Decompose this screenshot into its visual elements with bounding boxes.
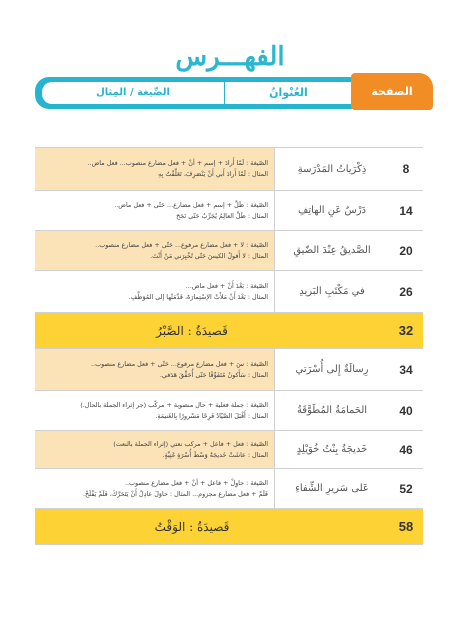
row-example-text: المثال : ظَلَّ العالِمُ يُجَرِّبُ حَتّى نَجَحَ: [176, 211, 268, 220]
row-example-text: فَلَمْ + فعل مضارع مجزوم... المثال : حاوَلَ عادِلٌ أَنْ يَتَحَرَّكَ، فَلَمْ يَفْلَحْ.: [83, 489, 268, 498]
row-lesson-title: قَصيدَةُ : الصَّبْرُ: [156, 323, 228, 338]
row-example-text: المثال : أَقْبَلَ الصَّيّادُ فَرِحًا مَسْرورًا بِالغَنيمَةِ.: [155, 411, 268, 420]
row-lesson-title: في مَكْتَبِ البَريدِ: [299, 286, 365, 297]
poem-row[interactable]: [35, 509, 423, 545]
row-example-text: المثال : لا أَقولُ الكيسَ حَتّى تُخْبِرَني مَنْ أَنْتَ.: [150, 251, 268, 260]
table-row[interactable]: [35, 271, 423, 313]
row-page-number: 34: [399, 362, 413, 377]
row-form-cell: [35, 391, 275, 430]
table-row[interactable]: [35, 469, 423, 509]
row-form-text: الصّيغة : لا + فعل مضارع مرفوع... حَتّى + فعل مضارع منصوب..: [95, 240, 268, 249]
row-form-cell: [35, 431, 275, 468]
row-form-text: الصّيغة : حاوِلْ + فاعل + أنْ + فعل مضارع منصوب..: [124, 478, 268, 487]
row-page-number: 52: [399, 481, 413, 496]
row-lesson-title: دَرْسٌ عَنِ الهاتِفِ: [297, 205, 367, 216]
row-lesson-title: خَديجَةُ بِنْتُ خُوَيْلِدٍ: [296, 444, 368, 455]
row-example-text: المثال : بَعْدَ أَنْ مَلأَتْ الإسْتِمارَةَ، قَدَّمَتْها إلى المُوَظَّفِ.: [128, 292, 268, 301]
row-page-number: 8: [402, 162, 410, 176]
row-form-text: الصّيغة : سَ + فعل مضارع مرفوع... حَتّى + فعل مضارع منصوب..: [91, 359, 268, 368]
row-example-text: المثال : لَمّا أَرادَ أَبي أَنْ يَنْصَرِفَ، تَعَلَّقْتُ بِهِ: [158, 170, 268, 178]
row-example-text: المثال : سَأَكونُ مُتَفَوِّقًا حَتّى أُحَقِّقَ هَدَفي.: [159, 370, 268, 379]
page-title: الفهـــرس: [175, 42, 285, 72]
row-form-cell: [35, 469, 275, 508]
table-row[interactable]: [35, 391, 423, 431]
table-row[interactable]: [35, 147, 423, 191]
row-form-cell: [35, 271, 275, 312]
row-lesson-title: ذِكْرَياتُ المَدْرَسةِ: [297, 163, 367, 175]
header-page-label: الصفحة: [351, 73, 433, 110]
row-page-number: 20: [399, 243, 413, 258]
row-form-text: الصّيغة : جملة فعلية + حال منصوبة + مركّب (جر إثراء الجملة بالحال.): [80, 400, 268, 409]
row-page-number: 32: [398, 323, 414, 338]
row-lesson-title: قَصيدَةُ : الوَقْتُ: [154, 519, 230, 534]
row-form-text: الصّيغة : لَمّا أَرادَ + إسم + أنْ + فعل مضارع منصوب... فعل ماض..: [87, 159, 268, 167]
header-title-label: العُنْوانُ: [224, 82, 352, 104]
table-row[interactable]: [35, 431, 423, 469]
table-row[interactable]: [35, 349, 423, 391]
poem-row[interactable]: [35, 313, 423, 349]
table-header-columns: [42, 82, 352, 104]
row-example-text: المثال : عاشَتْ خَديجَةُ وَسْطَ أُسْرَةٍ غَنِيَّةٍ.: [162, 450, 268, 459]
row-form-text: الصّيغة : بَعْدَ أَنْ + فعل ماض...: [185, 281, 268, 290]
row-page-number: 40: [399, 403, 413, 418]
contents-table: [35, 147, 423, 545]
row-form-text: الصّيغة : فعل + فاعل + مركب نعتي (إثراء الجملة بالنعت): [113, 439, 268, 448]
row-lesson-title: الصَّديقُ عِنْدَ الضّيقِ: [293, 245, 371, 256]
row-form-cell: [35, 349, 275, 390]
header-form-label: الصِّيغة / المِثال: [96, 87, 170, 98]
row-lesson-title: رِسالَةٌ إِلى أُسْرَتي: [295, 364, 369, 375]
row-form-text: الصّيغة : ظَلَّ + إسم + فعل مضارع... حَتّى + فعل ماض..: [114, 200, 268, 209]
row-page-number: 14: [399, 203, 413, 218]
row-page-number: 58: [398, 519, 414, 534]
row-form-cell: [35, 148, 275, 190]
row-form-cell: [35, 231, 275, 270]
row-page-number: 46: [399, 442, 413, 457]
row-page-number: 26: [399, 284, 413, 299]
table-row[interactable]: [35, 191, 423, 231]
row-lesson-title: الحَمامَةُ المُطَوَّقَةُ: [296, 405, 368, 416]
row-form-cell: [35, 191, 275, 230]
table-row[interactable]: [35, 231, 423, 271]
row-lesson-title: عَلى سَريرِ الشِّفاءِ: [295, 483, 369, 494]
